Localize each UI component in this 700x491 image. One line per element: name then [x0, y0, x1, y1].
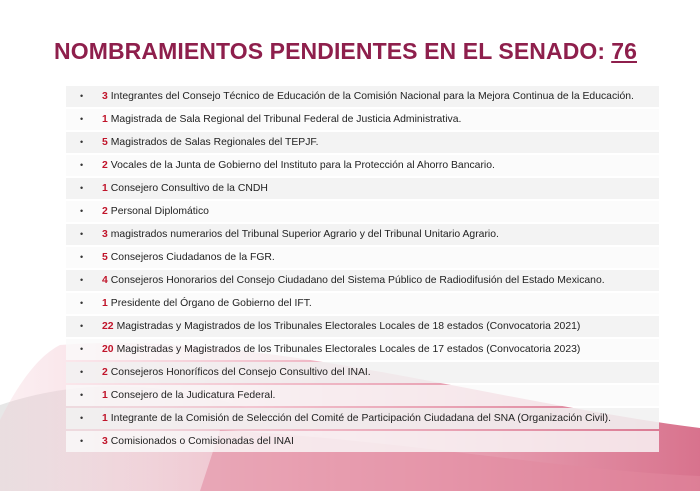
item-text: Consejeros Honoríficos del Consejo Consultivo del INAI. — [110, 367, 371, 378]
title-count: 76 — [611, 38, 637, 64]
item-count: 1 — [102, 298, 108, 309]
list-item — [66, 316, 659, 337]
item-count: 5 — [102, 137, 108, 148]
item-text: magistrados numerarios del Tribunal Superior Agrario y del Tribunal Unitario Agrario. — [110, 229, 499, 240]
item-count: 4 — [102, 275, 108, 286]
item-count: 3 — [102, 229, 108, 240]
list-item — [66, 178, 659, 199]
item-count: 2 — [102, 206, 108, 217]
item-count: 1 — [102, 413, 108, 424]
list-item — [66, 270, 659, 291]
item-text: Consejero de la Judicatura Federal. — [110, 390, 276, 401]
item-count: 3 — [102, 436, 108, 447]
title-text: NOMBRAMIENTOS PENDIENTES EN EL SENADO: — [54, 38, 606, 64]
bullet-icon: • — [80, 344, 84, 354]
bullet-icon: • — [80, 367, 84, 377]
item-text: Integrantes del Consejo Técnico de Educación de la Comisión Nacional para la Mejora Continua de la Educación. — [110, 91, 634, 102]
list-item — [66, 247, 659, 268]
bullet-icon: • — [80, 390, 84, 400]
bullet-icon: • — [80, 298, 84, 308]
list-item — [66, 362, 659, 383]
list-item — [66, 408, 659, 429]
list-item — [66, 224, 659, 245]
item-text: Consejeros Honorarios del Consejo Ciudadano del Sistema Público de Radiodifusión del Estado Mexicano. — [110, 275, 605, 286]
item-text: Magistradas y Magistrados de los Tribunales Electorales Locales de 18 estados (Convocatoria 2021) — [116, 321, 581, 332]
item-count: 22 — [102, 321, 114, 332]
item-count: 1 — [102, 114, 108, 125]
item-text: Magistradas y Magistrados de los Tribunales Electorales Locales de 17 estados (Convocatoria 2023) — [116, 344, 581, 355]
item-text: Magistrados de Salas Regionales del TEPJF. — [110, 137, 319, 148]
bullet-icon: • — [80, 275, 84, 285]
bullet-icon: • — [80, 183, 84, 193]
item-text: Consejeros Ciudadanos de la FGR. — [110, 252, 275, 263]
bullet-icon: • — [80, 229, 84, 239]
item-text: Presidente del Órgano de Gobierno del IFT. — [110, 298, 312, 309]
list-item — [66, 339, 659, 360]
bullet-icon: • — [80, 91, 84, 101]
bullet-icon: • — [80, 436, 84, 446]
item-text: Vocales de la Junta de Gobierno del Instituto para la Protección al Ahorro Bancario. — [110, 160, 495, 171]
item-count: 5 — [102, 252, 108, 263]
list-item — [66, 109, 659, 130]
item-count: 2 — [102, 367, 108, 378]
page-title — [54, 38, 637, 65]
list-item — [66, 155, 659, 176]
item-text: Personal Diplomático — [110, 206, 209, 217]
bullet-icon: • — [80, 206, 84, 216]
item-count: 1 — [102, 390, 108, 401]
list-item — [66, 293, 659, 314]
item-count: 1 — [102, 183, 108, 194]
item-count: 2 — [102, 160, 108, 171]
list-item — [66, 385, 659, 406]
bullet-icon: • — [80, 413, 84, 423]
item-text: Magistrada de Sala Regional del Tribunal Federal de Justicia Administrativa. — [110, 114, 462, 125]
bullet-icon: • — [80, 137, 84, 147]
list-item — [66, 86, 659, 107]
bullet-icon: • — [80, 321, 84, 331]
item-text: Comisionados o Comisionadas del INAI — [110, 436, 294, 447]
bullet-icon: • — [80, 252, 84, 262]
bullet-icon: • — [80, 114, 84, 124]
list-item — [66, 431, 659, 452]
item-count: 20 — [102, 344, 114, 355]
item-text: Consejero Consultivo de la CNDH — [110, 183, 268, 194]
item-count: 3 — [102, 91, 108, 102]
item-text: Integrante de la Comisión de Selección del Comité de Participación Ciudadana del SNA (Organización Civil). — [110, 413, 611, 424]
appointments-list — [66, 86, 659, 454]
bullet-icon: • — [80, 160, 84, 170]
list-item — [66, 201, 659, 222]
list-item — [66, 132, 659, 153]
